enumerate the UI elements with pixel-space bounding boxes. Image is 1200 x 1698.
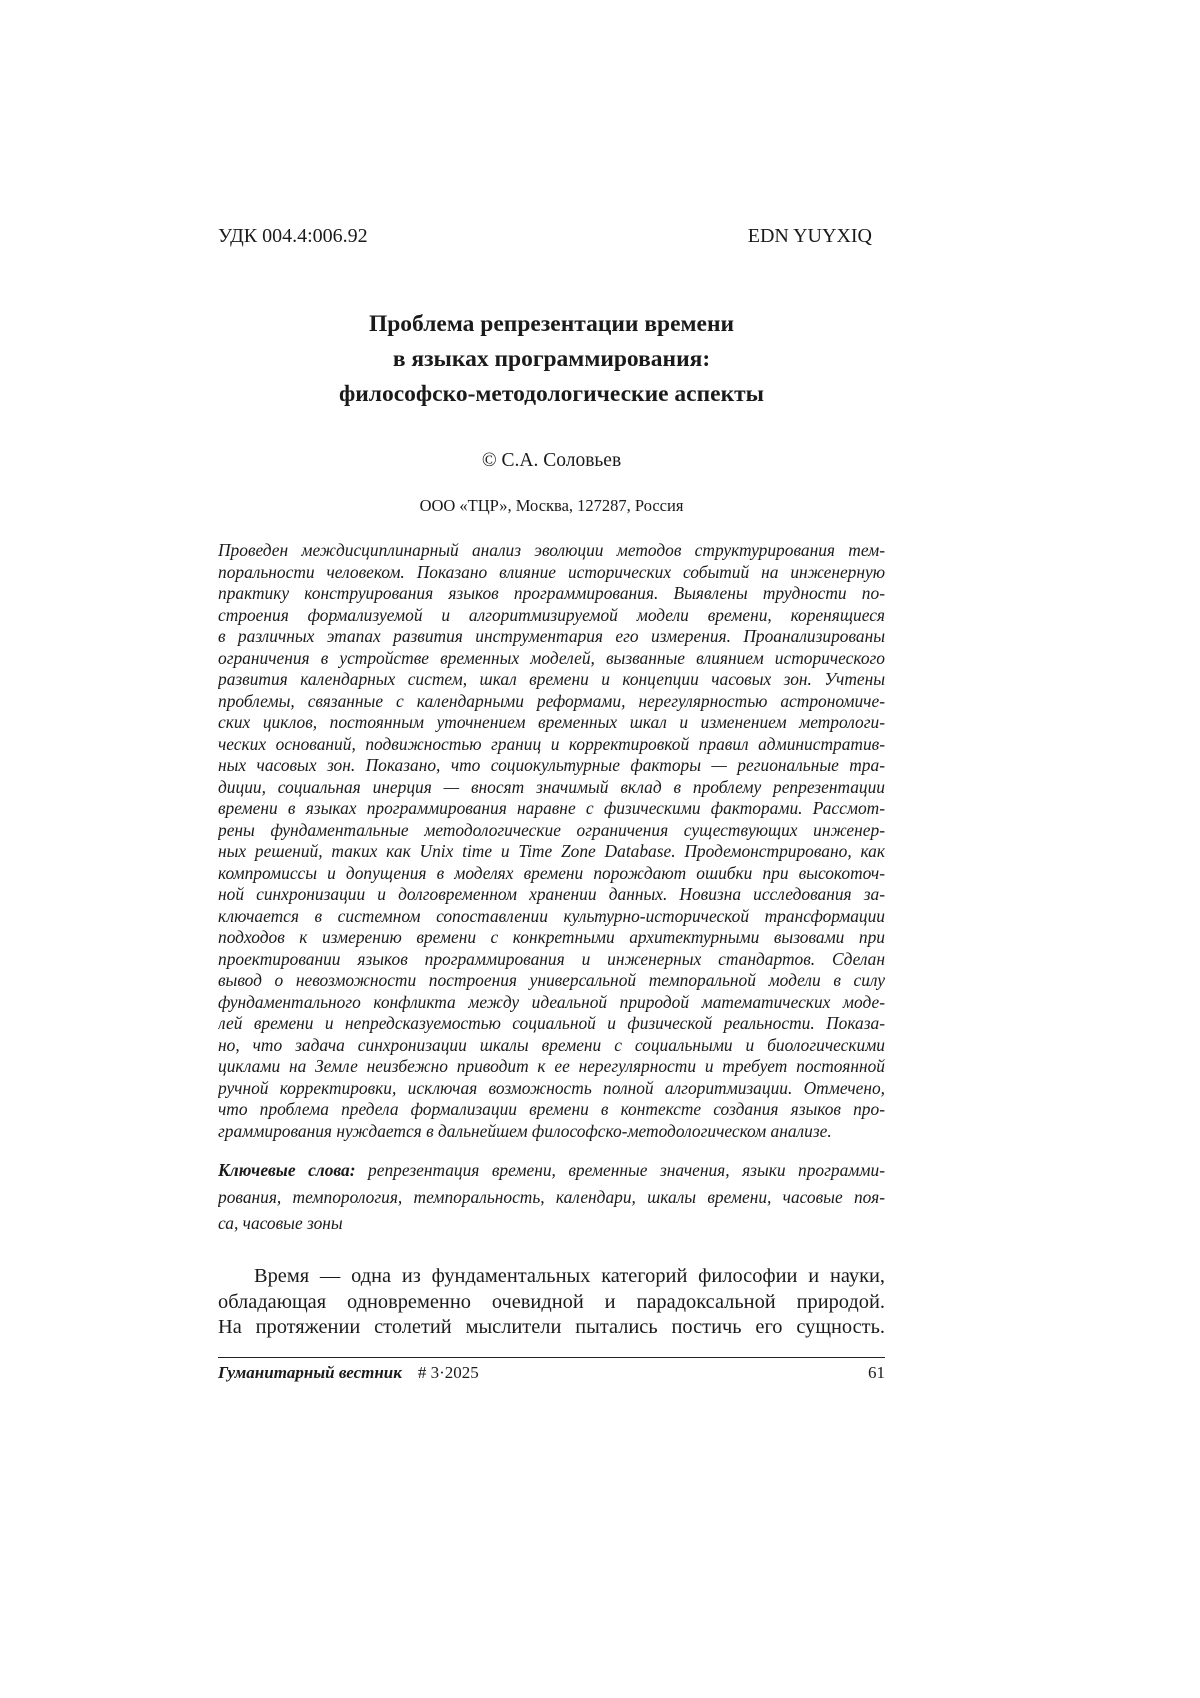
abstract bbox=[218, 540, 885, 1142]
page-number: 61 bbox=[868, 1363, 885, 1382]
abstract-line: компромиссы и допущения в моделях времени порождают ошибки при высокоточ- bbox=[218, 862, 885, 883]
abstract-line: строения формализуемой и алгоритмизируемой модели времени, коренящиеся bbox=[218, 604, 885, 625]
journal-issue: # 3·2025 bbox=[417, 1363, 479, 1382]
abstract-line: ручной корректировки, исключая возможность полной алгоритмизации. Отмечено, bbox=[218, 1077, 885, 1098]
abstract-line: фундаментального конфликта между идеальной природой математических моде- bbox=[218, 991, 885, 1012]
abstract-line: ных часовых зон. Показано, что социокультурные факторы — региональные тра- bbox=[218, 755, 885, 775]
abstract-line: ских циклов, постоянным уточнением временных шкал и изменением метрологи- bbox=[218, 712, 885, 732]
udc-code: УДК 004.4:006.92 bbox=[218, 225, 368, 247]
abstract-line: циклами на Земле неизбежно приводит к ее нерегулярности и требует постоянной bbox=[218, 1056, 885, 1076]
keywords-label: Ключевые слова: bbox=[218, 1160, 356, 1180]
title-line: Проблема репрезентации времени bbox=[368, 311, 735, 337]
body-paragraph bbox=[218, 1264, 885, 1341]
title-line: в языках программирования: bbox=[392, 346, 711, 372]
author-affiliation: ООО «ТЦР», Москва, 127287, Россия bbox=[419, 496, 684, 515]
abstract-line: развития календарных систем, шкал времени и концепции часовых зон. Учтены bbox=[218, 669, 885, 689]
abstract-line: ключается в системном сопоставлении культурно-исторической трансформации bbox=[218, 905, 885, 926]
abstract-line: но, что задача синхронизации шкалы времени с социальными и биологическими bbox=[218, 1034, 885, 1055]
abstract-line: лей времени и непредсказуемостью социальной и физической реальности. Показа- bbox=[218, 1013, 885, 1033]
abstract-line: ной синхронизации и долговременном хранении данных. Новизна исследования за- bbox=[218, 884, 885, 904]
abstract-line: в различных этапах развития инструментария его измерения. Проанализированы bbox=[218, 626, 885, 646]
abstract-line: рены фундаментальные методологические ограничения существующих инженер- bbox=[218, 819, 885, 840]
abstract-line: что проблема предела формализации времени в контексте создания языков про- bbox=[218, 1099, 885, 1119]
footer-divider bbox=[218, 1357, 885, 1358]
title-line: философско-методологические аспекты bbox=[339, 381, 764, 407]
keywords-line: рования, темпорология, темпоральность, календари, шкалы времени, часовые поя- bbox=[218, 1186, 885, 1207]
page-footer bbox=[218, 1362, 885, 1384]
edn-code: EDN YUYXIQ bbox=[747, 225, 872, 247]
abstract-line: времени в языках программирования наравне с физическими факторами. Рассмот- bbox=[218, 798, 885, 818]
body-line: Время — одна из фундаментальных категорий философии и науки, bbox=[254, 1265, 885, 1287]
abstract-line: диции, социальная инерция — вносят значимый вклад в проблему репрезентации bbox=[218, 776, 885, 797]
abstract-line: практику конструирования языков программирования. Выявлены трудности по- bbox=[218, 583, 885, 603]
abstract-line: проектировании языков программирования и инженерных стандартов. Сделан bbox=[218, 948, 885, 969]
journal-name: Гуманитарный вестник bbox=[218, 1363, 402, 1382]
keywords-text: репрезентация времени, временные значения, языки программи- bbox=[355, 1160, 885, 1180]
body-line: обладающая одновременно очевидной и парадоксальной природой. bbox=[218, 1290, 885, 1313]
abstract-line: проблемы, связанные с календарными реформами, нерегулярностью астрономиче- bbox=[218, 690, 885, 711]
abstract-line: ных решений, таких как Unix time и Time Zone Database. Продемонстрировано, как bbox=[218, 841, 885, 861]
abstract-line: ческих оснований, подвижностью границ и корректировкой правил административ- bbox=[218, 733, 885, 754]
keywords-line bbox=[218, 1157, 885, 1184]
body-line: На протяжении столетий мыслители пытались постичь его сущность. bbox=[218, 1316, 885, 1338]
abstract-line: поральности человеком. Показано влияние исторических событий на инженерную bbox=[218, 561, 885, 582]
abstract-line: вывод о невозможности построения универсальной темпоральной модели в силу bbox=[218, 970, 885, 990]
abstract-line: ограничения в устройстве временных моделей, вызванные влиянием исторического bbox=[218, 647, 885, 668]
abstract-line: граммирования нуждается в дальнейшем философско-методологическом анализе. bbox=[218, 1120, 832, 1141]
author-name: © С.А. Соловьев bbox=[481, 450, 622, 471]
abstract-line: подходов к измерению времени с конкретными архитектурными вызовами при bbox=[218, 927, 885, 947]
article-title bbox=[218, 307, 885, 412]
keywords-line: са, часовые зоны bbox=[218, 1213, 343, 1233]
abstract-line: Проведен междисциплинарный анализ эволюции методов структурирования тем- bbox=[218, 540, 885, 560]
keywords bbox=[218, 1157, 885, 1237]
